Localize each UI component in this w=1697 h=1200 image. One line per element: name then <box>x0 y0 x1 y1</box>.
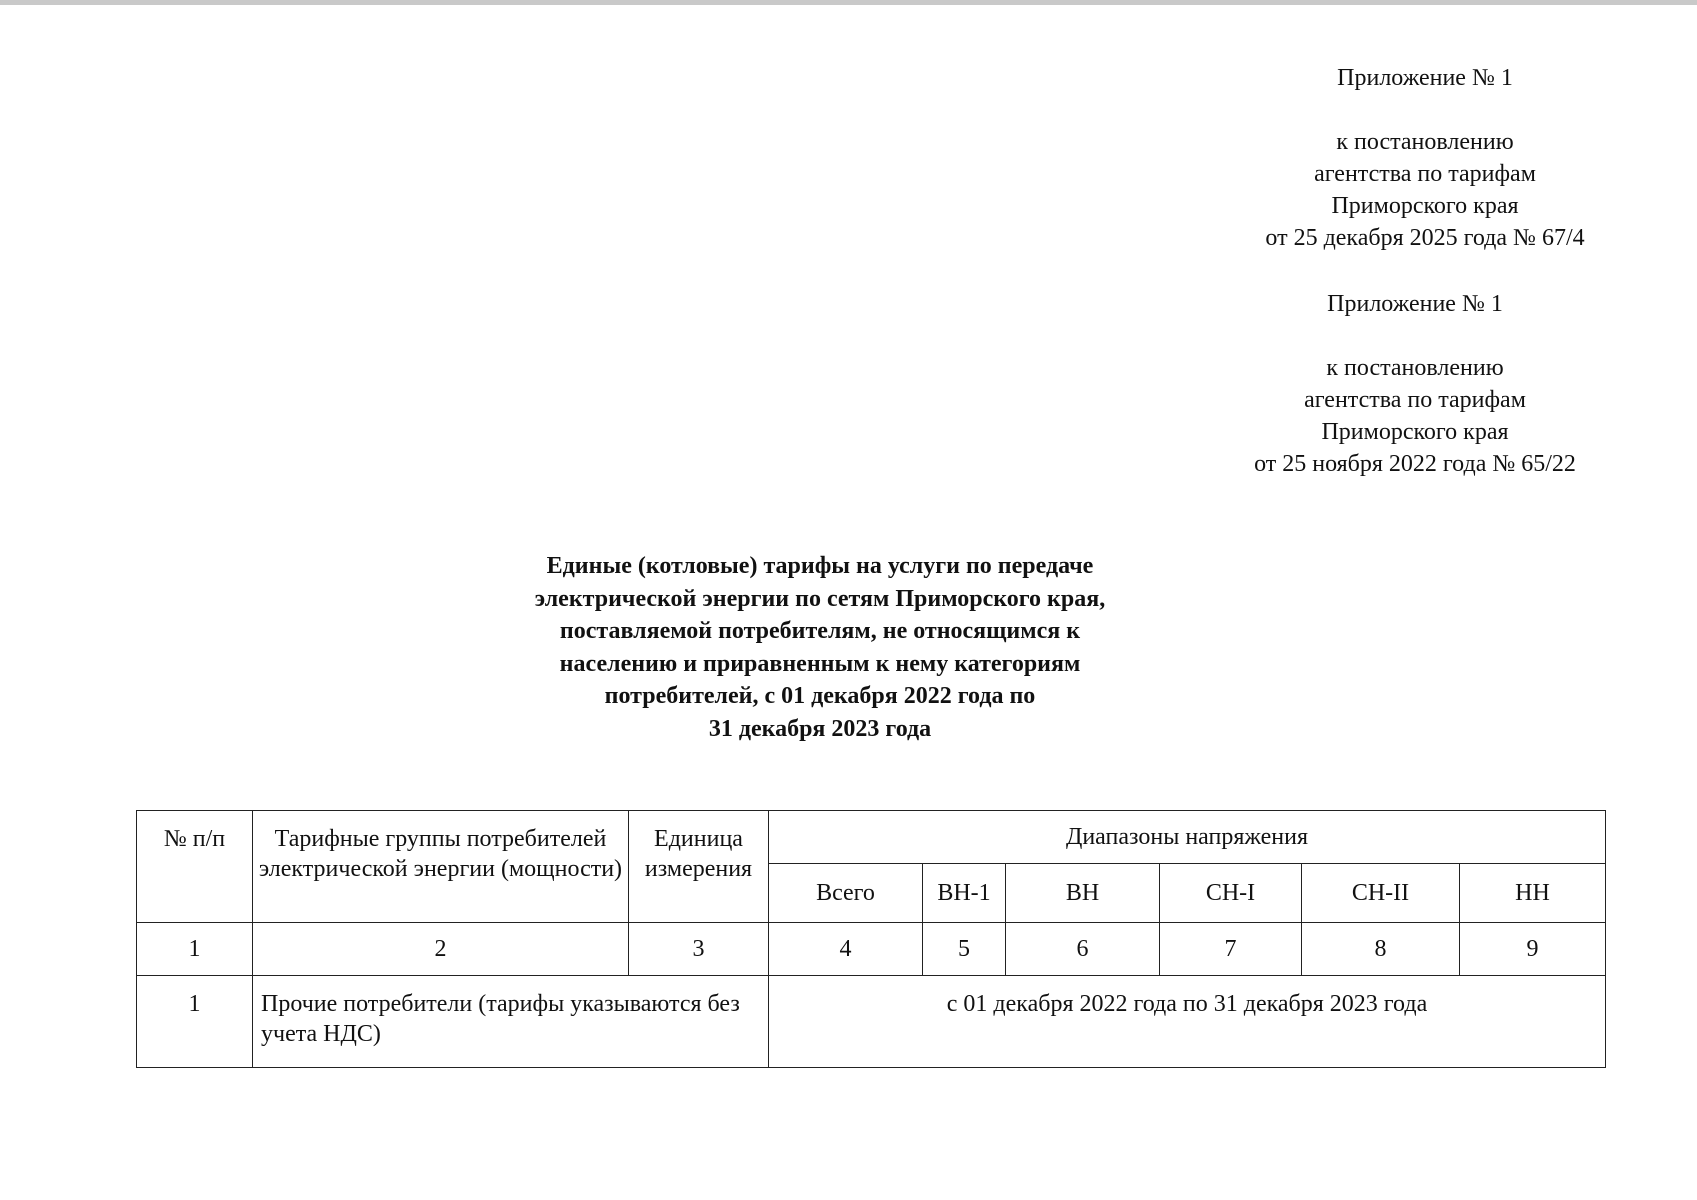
column-number: 2 <box>253 923 629 976</box>
header-vn1: ВН-1 <box>923 864 1006 923</box>
column-number: 6 <box>1006 923 1160 976</box>
row-number: 1 <box>137 976 253 1068</box>
title-line: потребителей, с 01 декабря 2022 года по <box>604 683 1036 709</box>
title-line: электрической энергии по сетям Приморского края, <box>534 585 1106 612</box>
title-line: населению и приравненным к нему категориям <box>559 650 1081 677</box>
header-vn: ВН <box>1006 864 1160 923</box>
page-top-border <box>0 0 1697 5</box>
row-consumer-group: Прочие потребители (тарифы указываются без учета НДС) <box>253 976 769 1068</box>
annex-original-line: агентства по тарифам <box>1304 387 1526 413</box>
column-number: 5 <box>923 923 1006 976</box>
header-sn1: СН-I <box>1160 864 1302 923</box>
column-number: 4 <box>769 923 923 976</box>
column-number: 9 <box>1460 923 1606 976</box>
annex-current-line: агентства по тарифам <box>1314 161 1536 187</box>
tariff-table <box>136 810 1606 1068</box>
table-row <box>137 976 1606 1068</box>
header-sn2: СН-II <box>1302 864 1460 923</box>
header-number: № п/п <box>137 811 253 923</box>
header-nn: НН <box>1460 864 1606 923</box>
annex-original-line: Приморского края <box>1321 419 1509 445</box>
annex-current-line: от 25 декабря 2025 года № 67/4 <box>1265 225 1585 251</box>
title-line: поставляемой потребителям, не относящимся к <box>559 618 1081 644</box>
title-line: Единые (котловые) тарифы на услуги по передаче <box>546 553 1094 579</box>
row-period: с 01 декабря 2022 года по 31 декабря 2023 года <box>769 976 1606 1068</box>
annex-original-line: к постановлению <box>1326 355 1504 381</box>
header-total: Всего <box>769 864 923 923</box>
column-number: 3 <box>629 923 769 976</box>
table-header-row <box>137 811 1606 864</box>
column-number: 7 <box>1160 923 1302 976</box>
title-line: 31 декабря 2023 года <box>708 715 932 742</box>
annex-current-line: Приморского края <box>1331 193 1519 219</box>
annex-spacer <box>1205 320 1625 352</box>
annex-current-heading: Приложение № 1 <box>1337 65 1513 91</box>
column-number: 8 <box>1302 923 1460 976</box>
annex-current-line: к постановлению <box>1336 129 1514 155</box>
document-title <box>470 550 1170 745</box>
column-number: 1 <box>137 923 253 976</box>
annex-original-block <box>1205 288 1625 480</box>
annex-original-line: от 25 ноября 2022 года № 65/22 <box>1254 451 1576 477</box>
header-unit: Единица измерения <box>629 811 769 923</box>
header-consumer-groups: Тарифные группы потребителей электрической энергии (мощности) <box>253 811 629 923</box>
annex-current-block <box>1215 62 1635 254</box>
column-number-row <box>137 923 1606 976</box>
header-voltage-ranges: Диапазоны напряжения <box>769 811 1606 864</box>
annex-spacer <box>1215 94 1635 126</box>
annex-original-heading: Приложение № 1 <box>1327 291 1503 317</box>
